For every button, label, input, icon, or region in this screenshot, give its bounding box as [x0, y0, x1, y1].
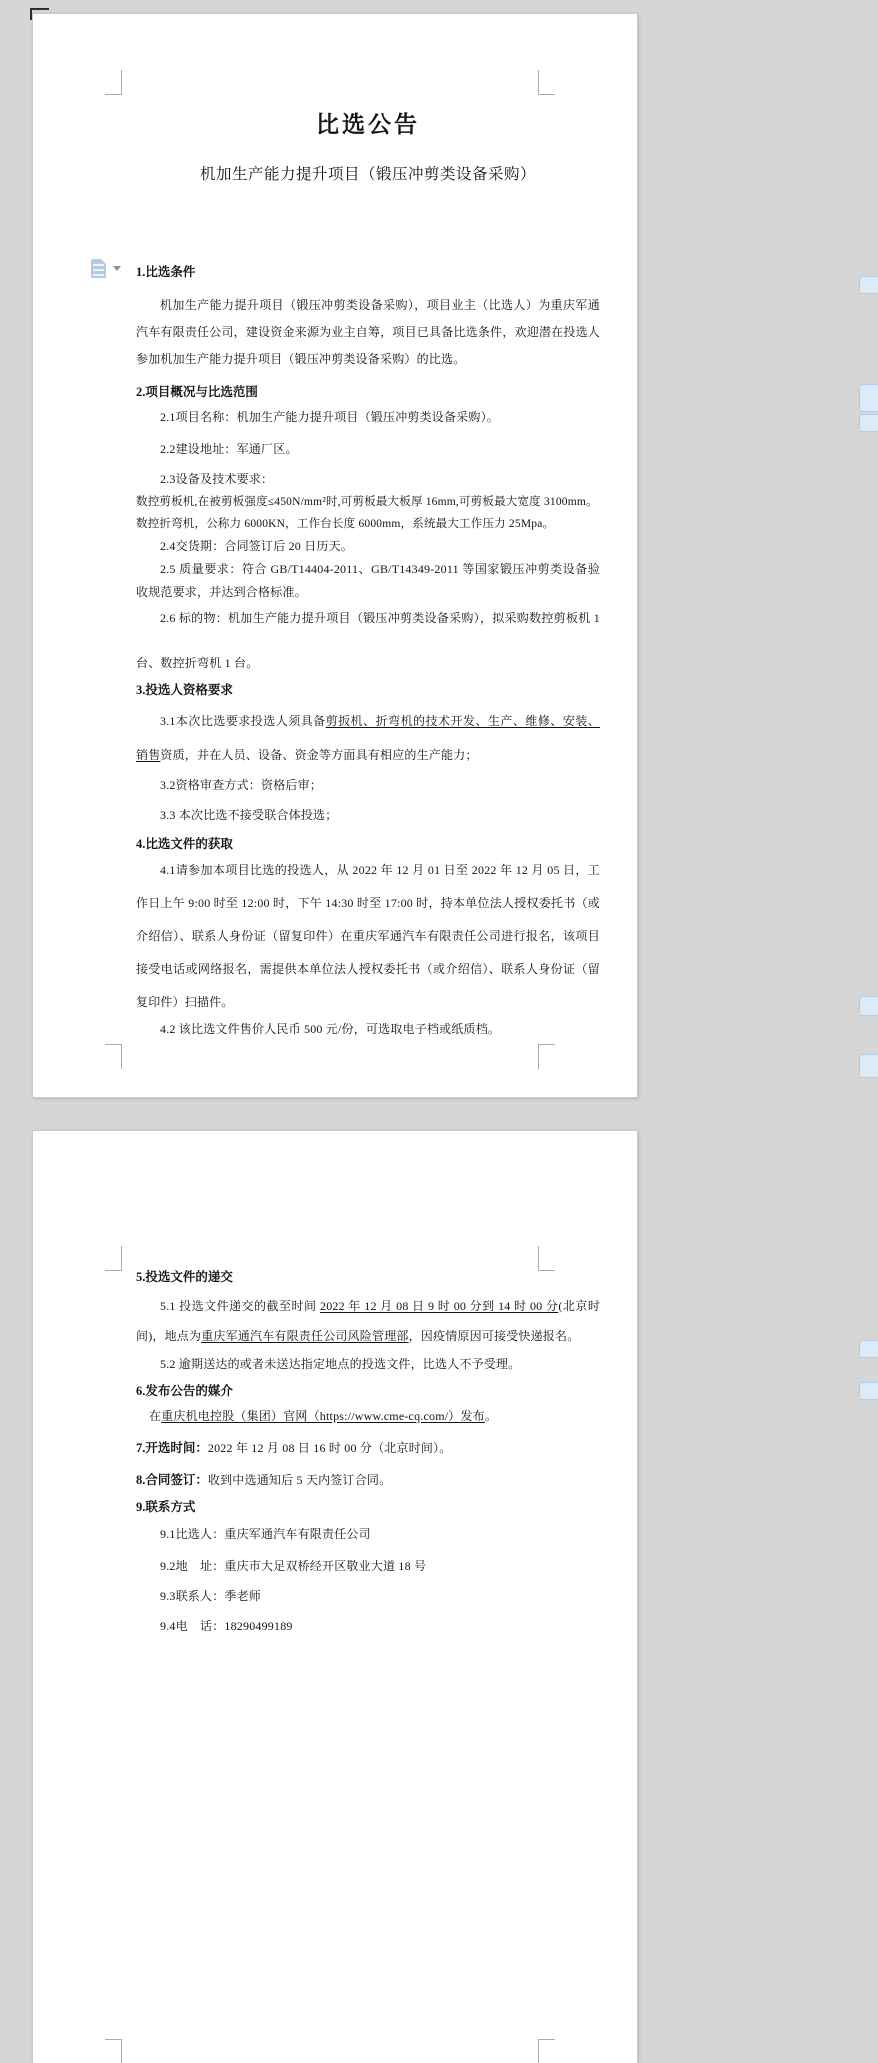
- item-9-3: 9.3联系人：季老师: [160, 1589, 262, 1603]
- section-3-heading: 3.投选人资格要求: [136, 683, 233, 697]
- item-5-1: [136, 1291, 600, 1351]
- item-5-1-post: ，因疫情原因可接受快递报名。: [408, 1329, 580, 1343]
- comment-marker[interactable]: [859, 996, 878, 1016]
- item-2-2: 2.2建设地址：军通厂区。: [160, 442, 298, 456]
- margin-mark-icon: [538, 2039, 555, 2063]
- section-7-line: [136, 1437, 600, 1459]
- comment-marker[interactable]: [859, 414, 878, 432]
- item-3-3: 3.3 本次比选不接受联合体投选；: [160, 808, 338, 822]
- item-9-2: 9.2地 址：重庆市大足双桥经开区敬业大道 18 号: [160, 1559, 427, 1573]
- section-8-heading: 8.合同签订：: [136, 1473, 208, 1487]
- margin-mark-icon: [105, 1044, 122, 1069]
- item-5-2: 5.2 逾期送达的或者未送达指定地点的投选文件，比选人不予受理。: [160, 1357, 521, 1371]
- item-3-1-post: 资质，并在人员、设备、资金等方面具有相应的生产能力；: [160, 748, 478, 762]
- section-8-line: [136, 1469, 600, 1491]
- item-2-5: 2.5 质量要求：符合 GB/T14404-2011、GB/T14349-2011 等国家锻压冲剪类设备验收规范要求，并达到合格标准。: [136, 562, 600, 599]
- margin-mark-icon: [105, 2039, 122, 2063]
- margin-mark-icon: [538, 1044, 555, 1069]
- comment-marker[interactable]: [859, 384, 878, 412]
- section-9-heading: 9.联系方式: [136, 1500, 196, 1514]
- item-2-1: 2.1项目名称：机加生产能力提升项目（锻压冲剪类设备采购）。: [160, 410, 500, 424]
- item-2-3-spec-bender: 数控折弯机，公称力 6000KN，工作台长度 6000mm，系统最大工作压力 25Mpa。: [136, 518, 555, 530]
- item-9-4: 9.4电 话：18290499189: [160, 1619, 293, 1633]
- margin-mark-icon: [538, 70, 555, 95]
- item-4-2: 4.2 该比选文件售价人民币 500 元/份，可选取电子档或纸质档。: [160, 1022, 501, 1036]
- item-2-3-spec-shear: 数控剪板机,在被剪板强度≤450N/mm²时,可剪板最大板厚 16mm,可剪板最大宽度 3100mm。: [136, 496, 598, 508]
- comment-marker[interactable]: [859, 1340, 878, 1358]
- item-5-1-pre: 5.1 投选文件递交的截至时间: [160, 1299, 320, 1313]
- section-1-heading: 1.比选条件: [136, 265, 196, 279]
- comment-marker[interactable]: [859, 276, 878, 294]
- section-8-text: 收到中选通知后 5 天内签订合同。: [207, 1473, 392, 1487]
- section-6-pre: 在: [149, 1409, 162, 1423]
- document-page-2: [33, 1131, 637, 2063]
- item-5-1-deadline-underlined: 2022 年 12 月 08 日 9 时 00 分到 14 时 00 分: [320, 1299, 559, 1313]
- comment-marker[interactable]: [859, 1054, 878, 1078]
- section-6-post: 。: [484, 1409, 498, 1423]
- section-7-heading: 7.开选时间：: [136, 1441, 208, 1455]
- section-6-website-underlined: 重庆机电控股（集团）官网（https://www.cme-cq.com/）发布: [161, 1409, 485, 1423]
- item-9-1: 9.1比选人：重庆军通汽车有限责任公司: [160, 1527, 371, 1541]
- doc-title: 比选公告: [316, 112, 420, 137]
- section-2-heading: 2.项目概况与比选范围: [136, 385, 258, 399]
- margin-mark-icon: [105, 70, 122, 95]
- item-4-1: 4.1请参加本项目比选的投选人，从 2022 年 12 月 01 日至 2022 年 12 月 05 日，工作日上午 9:00 时至 12:00 时，下午 14:30 时至 17:00 时，持本单位法人授权委托书（或介绍信）、联系人身份证（留复印件）在重庆军通汽车有限责任公司进行报名，该项目接受电话或网络报名，需提供本单位法人授权委托书（或介绍信）、联系人身份证（留复印件）扫描件。: [136, 863, 600, 1009]
- section-6-heading: 6.发布公告的媒介: [136, 1384, 233, 1398]
- section-6-paragraph: [136, 1405, 600, 1427]
- item-5-1-location-underlined: 重庆军通汽车有限责任公司风险管理部: [201, 1329, 409, 1343]
- margin-mark-icon: [105, 1246, 122, 1271]
- document-page-1: [33, 14, 637, 1097]
- item-2-3: 2.3设备及技术要求：: [160, 472, 274, 486]
- item-3-1: [136, 704, 600, 772]
- item-3-2: 3.2资格审查方式：资格后审；: [160, 778, 323, 792]
- item-5-1-mid: (北京时间)，地点为: [136, 1299, 601, 1343]
- item-2-4: 2.4交货期：合同签订后 20 日历天。: [160, 539, 354, 553]
- item-2-6: 2.6 标的物：机加生产能力提升项目（锻压冲剪类设备采购），拟采购数控剪板机 1 台、数控折弯机 1 台。: [136, 611, 600, 670]
- page-doc-icon: [91, 259, 106, 278]
- item-3-1-underlined: 剪扳机、折弯机的技术开发、生产、维修、安装、销售: [136, 714, 600, 762]
- item-3-1-pre: 3.1本次比选要求投选人须具备: [160, 714, 326, 728]
- section-5-heading: 5.投选文件的递交: [136, 1270, 233, 1284]
- doc-subtitle: 机加生产能力提升项目（锻压冲剪类设备采购）: [199, 166, 536, 183]
- comment-marker[interactable]: [859, 1382, 878, 1400]
- section-7-text: 2022 年 12 月 08 日 16 时 00 分（北京时间）。: [207, 1441, 452, 1455]
- caret-down-icon: [113, 266, 121, 271]
- page-options-button[interactable]: [91, 256, 131, 280]
- section-1-paragraph: 机加生产能力提升项目（锻压冲剪类设备采购），项目业主（比选人）为重庆军通汽车有限责任公司，建设资金来源为业主自筹，项目已具备比选条件，欢迎潜在投选人参加机加生产能力提升项目（锻压冲剪类设备采购）的比选。: [136, 298, 600, 366]
- section-4-heading: 4.比选文件的获取: [136, 837, 233, 851]
